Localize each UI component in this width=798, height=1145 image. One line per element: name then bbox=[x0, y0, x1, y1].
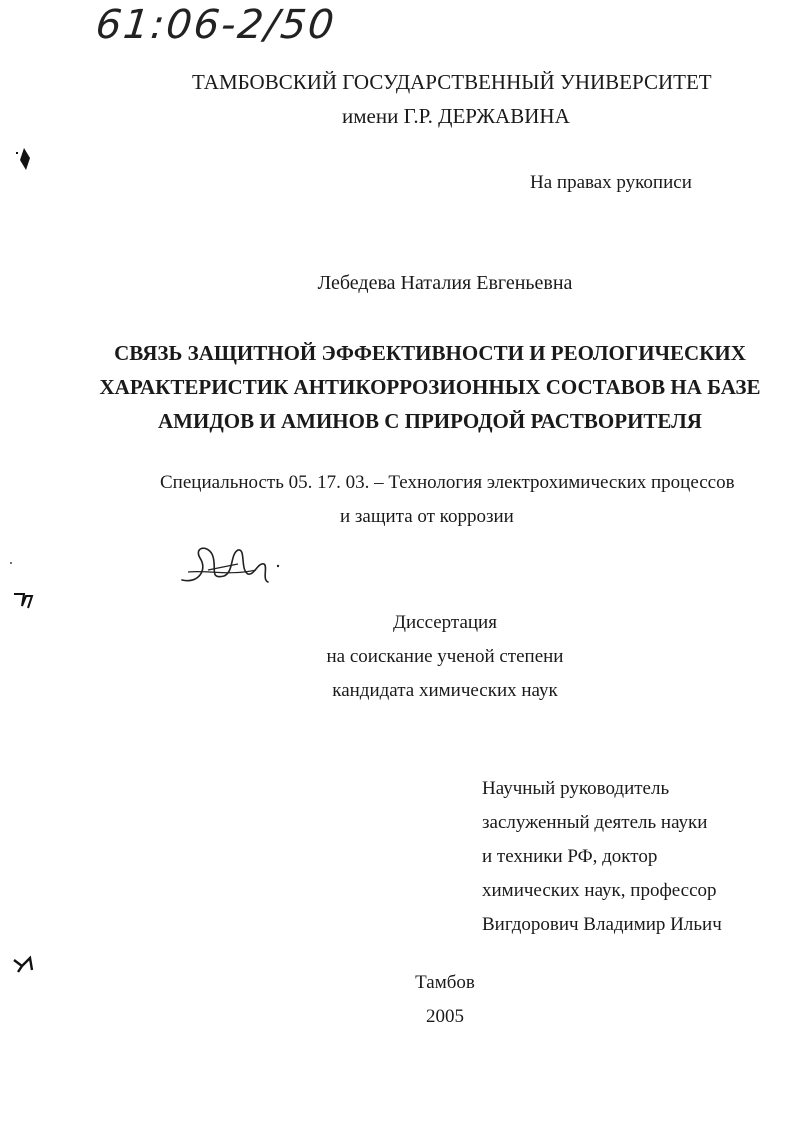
author-name: Лебедева Наталия Евгеньевна bbox=[317, 272, 573, 294]
dissertation-degree-block bbox=[0, 606, 798, 708]
year: 2005 bbox=[426, 1006, 464, 1027]
supervisor-line: Вигдорович Владимир Ильич bbox=[482, 914, 722, 935]
scan-mark-icon bbox=[12, 590, 36, 612]
degree-line: кандидата химических наук bbox=[332, 680, 558, 701]
degree-line: на соискание ученой степени bbox=[326, 646, 564, 667]
university-name: ТАМБОВСКИЙ ГОСУДАРСТВЕННЫЙ УНИВЕРСИТЕТ bbox=[192, 70, 712, 94]
supervisor-line: Научный руководитель bbox=[482, 778, 670, 799]
city: Тамбов bbox=[415, 972, 475, 993]
scan-mark-icon bbox=[12, 954, 36, 976]
supervisor-block bbox=[482, 772, 722, 942]
scan-dot-icon bbox=[8, 560, 14, 566]
rights-note: На правах рукописи bbox=[530, 172, 692, 193]
supervisor-line: заслуженный деятель науки bbox=[482, 812, 708, 833]
title-line: СВЯЗЬ ЗАЩИТНОЙ ЭФФЕКТИВНОСТИ И РЕОЛОГИЧЕСКИХ bbox=[114, 341, 746, 365]
title-line: АМИДОВ И АМИНОВ С ПРИРОДОЙ РАСТВОРИТЕЛЯ bbox=[158, 409, 702, 433]
degree-line: Диссертация bbox=[393, 612, 497, 633]
supervisor-line: химических наук, профессор bbox=[482, 880, 717, 901]
signature-scribble bbox=[178, 540, 288, 590]
archive-code-handwritten: 61:06-2/50 bbox=[93, 2, 338, 48]
university-named-after: имени Г.Р. ДЕРЖАВИНА bbox=[342, 104, 570, 128]
scan-mark-icon bbox=[14, 146, 36, 176]
specialty-line: Специальность 05. 17. 03. – Технология электрохимических процессов bbox=[160, 472, 735, 493]
supervisor-line: и техники РФ, доктор bbox=[482, 846, 658, 867]
dissertation-title bbox=[0, 336, 798, 438]
title-line: ХАРАКТЕРИСТИК АНТИКОРРОЗИОННЫХ СОСТАВОВ НА БАЗЕ bbox=[99, 375, 761, 399]
specialty-line-continued: и защита от коррозии bbox=[340, 506, 514, 527]
